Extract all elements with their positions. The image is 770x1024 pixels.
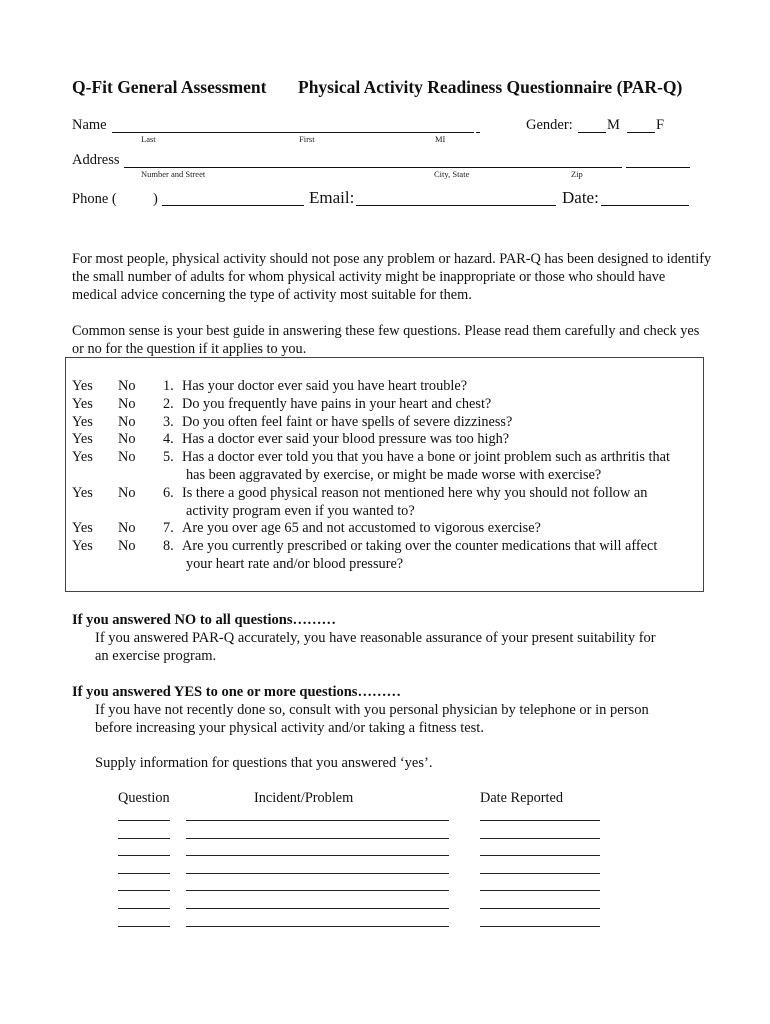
question-number: 8. [163, 538, 174, 555]
phone-paren-close: ) [153, 191, 158, 207]
gender-label: Gender: [526, 117, 573, 133]
question-text: Has a doctor ever told you that you have a bone or joint problem such as arthritis that [182, 449, 670, 466]
no-option[interactable]: No [118, 395, 136, 412]
yes-option[interactable]: Yes [72, 538, 93, 555]
date-label: Date: [562, 188, 599, 207]
question-text: Do you often feel faint or have spells of severe dizziness? [182, 413, 513, 430]
question-number: 7. [163, 520, 174, 537]
gender-f-field[interactable] [627, 118, 655, 133]
question-number-field[interactable] [118, 890, 170, 891]
yes-answers-text-1: If you have not recently done so, consult with you personal physician by telephone or in person [95, 702, 649, 718]
questionnaire-title: Physical Activity Readiness Questionnaire (PAR-Q) [298, 77, 683, 97]
incident-field[interactable] [186, 926, 449, 927]
question-text: Are you currently prescribed or taking over the counter medications that will affect [182, 538, 658, 555]
date-reported-field[interactable] [480, 890, 600, 891]
question-number: 4. [163, 431, 174, 448]
gender-m-field[interactable] [578, 118, 606, 133]
incident-field[interactable] [186, 855, 449, 856]
yes-option[interactable]: Yes [72, 413, 93, 430]
question-number: 3. [163, 413, 174, 430]
yes-option[interactable]: Yes [72, 484, 93, 501]
email-label: Email: [309, 188, 355, 207]
address-sublabel-zip: Zip [571, 169, 583, 179]
question-text: Do you frequently have pains in your heart and chest? [182, 395, 492, 412]
name-label: Name [72, 117, 107, 133]
question-number-field[interactable] [118, 873, 170, 874]
yes-answers-heading: If you answered YES to one or more questions……… [72, 684, 401, 700]
name-field[interactable] [112, 118, 474, 133]
incident-field[interactable] [186, 873, 449, 874]
no-option[interactable]: No [118, 520, 136, 537]
column-header-date: Date Reported [480, 790, 563, 806]
no-option[interactable]: No [118, 449, 136, 466]
gender-f-label: F [656, 117, 665, 133]
no-option[interactable]: No [118, 378, 136, 394]
gender-m-label: M [607, 117, 620, 133]
instructions-paragraph: Common sense is your best guide in answering these few questions. Please read them carefully and check yes or no for the question if it applies to you. [72, 323, 700, 357]
date-reported-field[interactable] [480, 820, 600, 821]
question-number: 2. [163, 395, 174, 412]
address-sublabel-street: Number and Street [141, 169, 206, 179]
no-option[interactable]: No [118, 538, 136, 555]
incident-field[interactable] [186, 908, 449, 909]
no-answers-heading: If you answered NO to all questions……… [72, 612, 336, 628]
form-title: Q-Fit General Assessment [72, 77, 267, 97]
phone-field[interactable] [162, 190, 304, 206]
question-text: Is there a good physical reason not mentioned here why you should not follow an [182, 484, 648, 501]
yes-option[interactable]: Yes [72, 395, 93, 412]
date-field[interactable] [601, 190, 689, 206]
zip-field[interactable] [626, 153, 690, 168]
address-sublabel-city: City, State [434, 169, 470, 179]
yes-answers-text-2: before increasing your physical activity and/or taking a fitness test. [95, 720, 484, 736]
incident-field[interactable] [186, 820, 449, 821]
question-number: 1. [163, 378, 174, 394]
date-reported-field[interactable] [480, 926, 600, 927]
phone-label: Phone ( [72, 191, 117, 207]
incident-field[interactable] [186, 838, 449, 839]
yes-option[interactable]: Yes [72, 431, 93, 448]
no-option[interactable]: No [118, 431, 136, 448]
question-number: 5. [163, 449, 174, 466]
question-number-field[interactable] [118, 820, 170, 821]
column-header-incident: Incident/Problem [254, 790, 354, 806]
name-sublabel-mi: MI [435, 134, 446, 144]
no-answers-text-1: If you answered PAR-Q accurately, you have reasonable assurance of your present suitability for [95, 630, 656, 646]
date-reported-field[interactable] [480, 908, 600, 909]
question-text: has been aggravated by exercise, or might be made worse with exercise? [186, 467, 602, 483]
yes-option[interactable]: Yes [72, 378, 93, 394]
yes-option[interactable]: Yes [72, 520, 93, 537]
supply-info-text: Supply information for questions that you answered ‘yes’. [95, 755, 433, 771]
incident-field[interactable] [186, 890, 449, 891]
name-sublabel-first: First [299, 134, 315, 144]
question-number-field[interactable] [118, 926, 170, 927]
name-sublabel-last: Last [141, 134, 156, 144]
no-answers-text-2: an exercise program. [95, 648, 217, 664]
address-label: Address [72, 152, 120, 168]
date-reported-field[interactable] [480, 855, 600, 856]
address-field[interactable] [124, 153, 622, 168]
question-number-field[interactable] [118, 838, 170, 839]
question-text: your heart rate and/or blood pressure? [186, 556, 404, 572]
question-number-field[interactable] [118, 855, 170, 856]
question-number-field[interactable] [118, 908, 170, 909]
yes-option[interactable]: Yes [72, 449, 93, 466]
question-text: Has your doctor ever said you have heart trouble? [182, 378, 468, 394]
intro-paragraph: For most people, physical activity should not pose any problem or hazard. PAR-Q has been designed to identify the small number of adults for whom physical activity might be inappropriate or those who should have medical advice concerning the type of activity most suitable for them. [72, 251, 712, 303]
name-field-end [476, 118, 480, 133]
email-field[interactable] [356, 190, 556, 206]
no-option[interactable]: No [118, 413, 136, 430]
question-text: activity program even if you wanted to? [186, 502, 415, 519]
date-reported-field[interactable] [480, 873, 600, 874]
no-option[interactable]: No [118, 484, 136, 501]
date-reported-field[interactable] [480, 838, 600, 839]
question-number: 6. [163, 484, 174, 501]
column-header-question: Question [118, 790, 170, 806]
question-text: Has a doctor ever said your blood pressure was too high? [182, 431, 510, 448]
question-text: Are you over age 65 and not accustomed to vigorous exercise? [182, 520, 541, 537]
